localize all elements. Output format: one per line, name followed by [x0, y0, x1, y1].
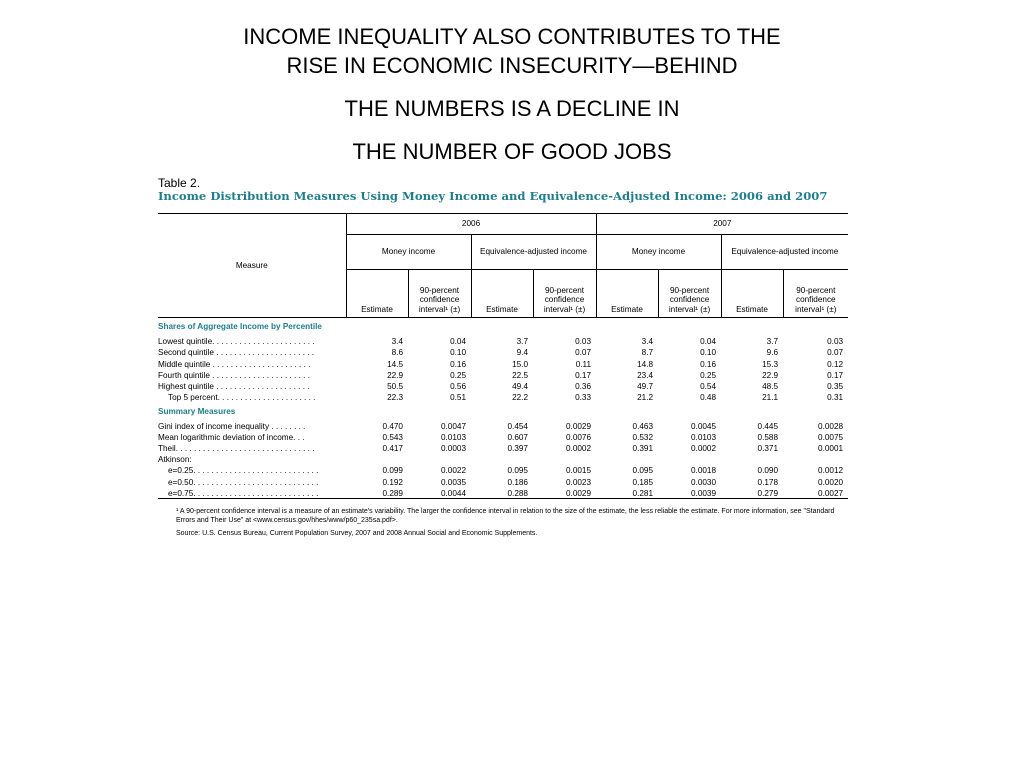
interval-cell: 0.0045: [690, 421, 717, 431]
table-row: [158, 431, 848, 442]
interval-cell: 0.17: [575, 370, 592, 380]
title-line: INCOME INEQUALITY ALSO CONTRIBUTES TO THE: [243, 24, 781, 49]
interval-cell: 0.0022: [440, 466, 466, 476]
interval-cell: 0.0030: [690, 477, 717, 487]
estimate-cell: 0.397: [507, 444, 528, 454]
estimate-cell: 49.7: [637, 381, 654, 391]
interval-cell: 0.0015: [565, 466, 592, 476]
section-row: [158, 403, 848, 420]
estimate-cell: 49.4: [512, 381, 528, 391]
estimate-cell: 3.4: [391, 337, 403, 347]
title-line: RISE IN ECONOMIC INSECURITY—BEHIND: [286, 53, 738, 78]
interval-cell: 0.0028: [818, 421, 844, 431]
interval-cell: 0.0012: [818, 466, 844, 476]
interval-cell: 0.25: [700, 370, 717, 380]
estimate-cell: 14.5: [387, 359, 403, 369]
measure-header: Measure: [158, 214, 346, 318]
estimate-cell: 48.5: [762, 381, 779, 391]
row-label: Atkinson:: [158, 455, 192, 465]
interval-cell: 0.17: [827, 370, 844, 380]
interval-cell: 0.0075: [818, 432, 844, 442]
interval-cell: 0.03: [575, 337, 592, 347]
interval-cell: 0.56: [450, 381, 466, 391]
interval-cell: 0.12: [827, 359, 844, 369]
estimate-cell: 22.2: [512, 393, 528, 403]
interval-header: 90-percent confidence interval¹ (±): [783, 270, 848, 318]
row-label: e=0.75. . . . . . . . . . . . . . . . . . . . . . . . . . . .: [158, 487, 346, 499]
estimate-cell: 0.289: [346, 487, 408, 499]
estimate-cell: 0.281: [596, 487, 658, 499]
group-header: Equivalence-adjusted income: [721, 235, 848, 270]
table-row: [158, 335, 848, 346]
interval-cell: 0.0047: [440, 421, 466, 431]
row-label: Highest quintile . . . . . . . . . . . . . . . . . . . . .: [158, 381, 310, 391]
estimate-cell: 0.463: [632, 421, 654, 431]
estimate-header: Estimate: [721, 270, 783, 318]
estimate-cell: 15.0: [512, 359, 528, 369]
table-source: Source: U.S. Census Bureau, Current Population Survey, 2007 and 2008 Annual Social and Economic Supplements.: [176, 530, 538, 538]
estimate-cell: 0.288: [471, 487, 533, 499]
table-title: Income Distribution Measures Using Money Income and Equivalence-Adjusted Income: 2006 and 2007: [158, 189, 828, 203]
estimate-header: Estimate: [471, 270, 533, 318]
row-label: Theil. . . . . . . . . . . . . . . . . . . . . . . . . . . . . . .: [158, 444, 315, 454]
table-row: [158, 391, 848, 402]
row-label: Gini index of income inequality . . . . . . . .: [158, 421, 306, 431]
table-row: [158, 380, 848, 391]
interval-cell: 0.0018: [690, 466, 717, 476]
interval-cell: [408, 454, 471, 465]
table-row: [158, 358, 848, 369]
interval-header: 90-percent confidence interval¹ (±): [658, 270, 721, 318]
interval-cell: 0.0039: [658, 487, 721, 499]
table-row: [158, 369, 848, 380]
title-spacer: [0, 123, 1024, 137]
row-label: Lowest quintile. . . . . . . . . . . . . . . . . . . . . . .: [158, 337, 315, 347]
interval-cell: 0.0029: [533, 487, 596, 499]
estimate-cell: 0.095: [507, 466, 528, 476]
interval-cell: 0.16: [450, 359, 466, 369]
estimate-cell: 9.4: [516, 348, 528, 358]
interval-cell: 0.0103: [440, 432, 466, 442]
estimate-cell: 0.607: [507, 432, 528, 442]
interval-cell: 0.0035: [440, 477, 466, 487]
estimate-cell: 22.9: [762, 370, 779, 380]
estimate-cell: 0.185: [632, 477, 654, 487]
section-row: [158, 318, 848, 336]
estimate-cell: 14.8: [637, 359, 654, 369]
interval-cell: 0.10: [450, 348, 466, 358]
estimate-cell: [596, 454, 658, 465]
interval-cell: 0.0020: [818, 477, 844, 487]
estimate-cell: [471, 454, 533, 465]
estimate-header: Estimate: [346, 270, 408, 318]
interval-cell: 0.0103: [690, 432, 717, 442]
estimate-cell: 0.588: [757, 432, 779, 442]
table-row: [158, 476, 848, 487]
interval-cell: 0.31: [827, 393, 844, 403]
estimate-cell: 22.9: [387, 370, 403, 380]
estimate-cell: 0.454: [507, 421, 528, 431]
interval-cell: 0.0002: [690, 444, 717, 454]
estimate-cell: [721, 454, 783, 465]
interval-cell: 0.54: [700, 381, 717, 391]
interval-cell: 0.10: [700, 348, 717, 358]
interval-header: 90-percent confidence interval¹ (±): [408, 270, 471, 318]
table-row: [158, 487, 848, 499]
interval-cell: 0.0001: [818, 444, 844, 454]
estimate-cell: 22.5: [512, 370, 528, 380]
estimate-cell: 0.192: [382, 477, 403, 487]
estimate-cell: 0.470: [382, 421, 403, 431]
group-header: Money income: [346, 235, 471, 270]
interval-cell: 0.33: [575, 393, 592, 403]
interval-header: 90-percent confidence interval¹ (±): [533, 270, 596, 318]
estimate-cell: 50.5: [387, 381, 403, 391]
row-label: Second quintile . . . . . . . . . . . . . . . . . . . . . .: [158, 348, 315, 358]
estimate-header: Estimate: [596, 270, 658, 318]
estimate-cell: 22.3: [387, 393, 403, 403]
title-line: THE NUMBER OF GOOD JOBS: [352, 139, 672, 164]
interval-cell: 0.11: [575, 359, 592, 369]
estimate-cell: 0.095: [632, 466, 654, 476]
estimate-cell: 0.532: [632, 432, 654, 442]
section-title: Shares of Aggregate Income by Percentile: [158, 322, 322, 331]
table-footnote: ¹ A 90-percent confidence interval is a measure of an estimate's variability. The larger the confidence interval in relation to the size of the estimate, the less reliable the estimate. For more information, see "Standard Errors and Their Use" at <www.census.gov/hhes/www/p60_235sa.pdf>.: [176, 508, 835, 524]
interval-cell: 0.35: [827, 381, 844, 391]
estimate-cell: 9.6: [766, 348, 779, 358]
estimate-cell: 0.178: [757, 477, 779, 487]
estimate-cell: 0.391: [632, 444, 654, 454]
section-shares: [158, 318, 848, 403]
table-row: [158, 454, 848, 465]
section-summary: [158, 403, 848, 499]
section-title: Summary Measures: [158, 406, 236, 416]
interval-cell: 0.04: [450, 337, 466, 347]
row-label: Mean logarithmic deviation of income. . .: [158, 432, 305, 442]
interval-cell: 0.03: [827, 337, 844, 347]
title-line: THE NUMBERS IS A DECLINE IN: [344, 96, 680, 121]
interval-cell: [783, 454, 848, 465]
interval-cell: 0.51: [450, 393, 466, 403]
table-row: [158, 465, 848, 476]
group-header: Equivalence-adjusted income: [471, 235, 596, 270]
table-label: Table 2.: [158, 176, 201, 190]
interval-cell: 0.0003: [440, 444, 466, 454]
estimate-cell: 15.3: [762, 359, 779, 369]
row-label: Top 5 percent. . . . . . . . . . . . . . . . . . . . . .: [168, 393, 316, 403]
row-label: Fourth quintile . . . . . . . . . . . . . . . . . . . . . .: [158, 370, 310, 380]
interval-cell: 0.07: [827, 348, 844, 358]
interval-cell: 0.0044: [408, 487, 471, 499]
table-row: [158, 347, 848, 358]
row-label: e=0.50. . . . . . . . . . . . . . . . . . . . . . . . . . . .: [168, 477, 319, 487]
estimate-cell: 23.4: [637, 370, 654, 380]
interval-cell: 0.0076: [565, 432, 592, 442]
estimate-cell: 3.7: [516, 337, 528, 347]
row-label: Middle quintile . . . . . . . . . . . . . . . . . . . . . .: [158, 359, 311, 369]
interval-cell: [533, 454, 596, 465]
income-distribution-table: [158, 213, 848, 499]
estimate-cell: 21.2: [637, 393, 654, 403]
interval-cell: 0.0002: [565, 444, 592, 454]
interval-cell: [658, 454, 721, 465]
interval-cell: 0.36: [575, 381, 592, 391]
estimate-cell: 3.4: [641, 337, 654, 347]
table-row: [158, 442, 848, 453]
estimate-cell: 8.6: [391, 348, 403, 358]
estimate-cell: 0.371: [757, 444, 779, 454]
estimate-cell: 21.1: [762, 393, 779, 403]
slide-title: [0, 22, 1024, 166]
estimate-cell: 0.543: [382, 432, 403, 442]
estimate-cell: 0.090: [757, 466, 779, 476]
interval-cell: 0.07: [575, 348, 592, 358]
estimate-cell: 8.7: [641, 348, 654, 358]
interval-cell: 0.16: [700, 359, 717, 369]
interval-cell: 0.04: [700, 337, 717, 347]
row-label: e=0.25. . . . . . . . . . . . . . . . . . . . . . . . . . . .: [168, 466, 319, 476]
interval-cell: 0.0027: [783, 487, 848, 499]
year-header: 2007: [596, 214, 848, 235]
interval-cell: 0.0023: [565, 477, 592, 487]
title-spacer: [0, 80, 1024, 94]
estimate-cell: 0.279: [721, 487, 783, 499]
interval-cell: 0.48: [700, 393, 717, 403]
estimate-cell: 3.7: [766, 337, 779, 347]
estimate-cell: 0.445: [757, 421, 779, 431]
estimate-cell: 0.186: [507, 477, 528, 487]
group-header: Money income: [596, 235, 721, 270]
interval-cell: 0.25: [450, 370, 466, 380]
estimate-cell: [346, 454, 408, 465]
table-row: [158, 420, 848, 431]
interval-cell: 0.0029: [565, 421, 592, 431]
estimate-cell: 0.417: [382, 444, 403, 454]
year-header: 2006: [346, 214, 596, 235]
estimate-cell: 0.099: [382, 466, 403, 476]
header-row-years: [158, 214, 848, 235]
table-figure: [158, 177, 848, 539]
